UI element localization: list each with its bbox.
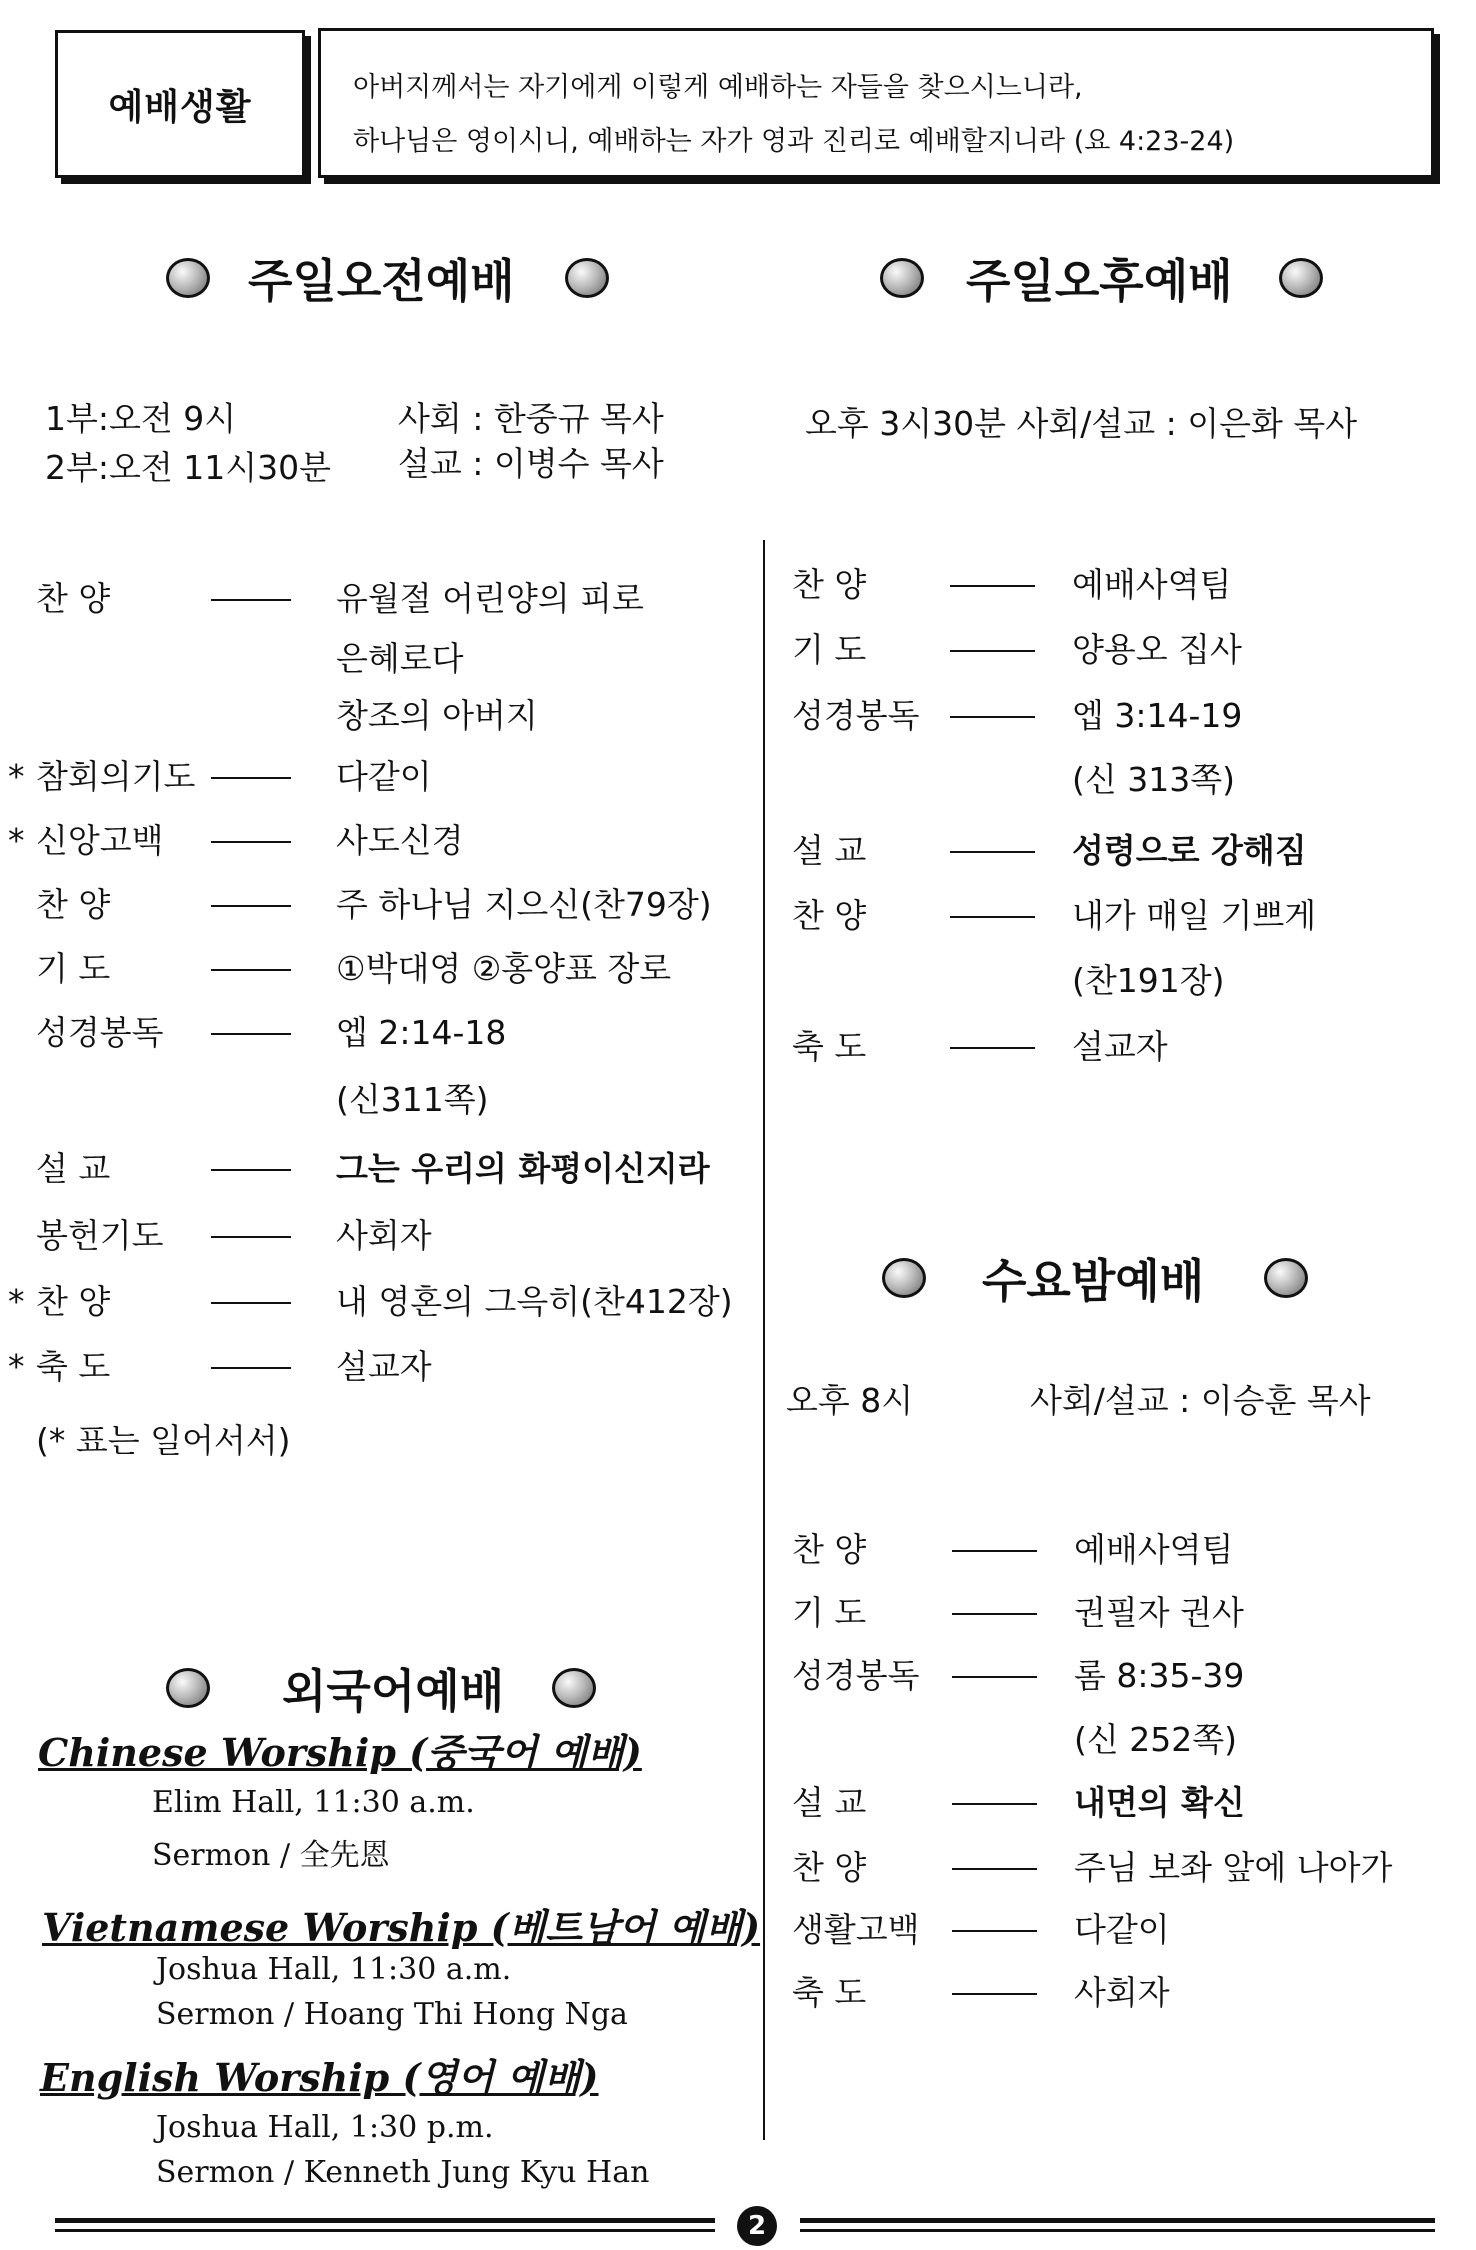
order-row xyxy=(792,1780,1476,1826)
leader-dash xyxy=(952,1930,1037,1932)
morning-note: (* 표는 일어서서) xyxy=(36,1421,291,1460)
bullet-ball-icon xyxy=(880,258,924,298)
foreign-title: 외국어예배 xyxy=(282,1664,505,1718)
order-value: 엡 3:14-19 xyxy=(1072,696,1243,735)
order-value: 내가 매일 기쁘게 xyxy=(1072,896,1317,935)
order-row xyxy=(8,1344,756,1390)
leader-dash xyxy=(211,905,291,907)
leader-dash xyxy=(211,1033,291,1035)
order-label: 기 도 xyxy=(792,630,867,669)
order-label: 설 교 xyxy=(792,1783,867,1822)
wednesday-time: 오후 8시 xyxy=(786,1381,914,1420)
order-row xyxy=(792,693,1476,739)
order-value: (신311쪽) xyxy=(336,1080,489,1119)
chinese-worship-title: Chinese Worship (중국어 예배) xyxy=(38,1730,642,1775)
order-value: 예배사역팀 xyxy=(1072,565,1232,604)
leader-dash xyxy=(211,1367,291,1369)
order-row xyxy=(36,693,756,739)
order-label: 찬 양 xyxy=(36,1282,111,1321)
leader-dash xyxy=(211,969,291,971)
order-value: (찬191장) xyxy=(1072,961,1225,1000)
order-label: 찬 양 xyxy=(792,896,867,935)
order-row xyxy=(792,1024,1476,1070)
leader-dash xyxy=(950,1047,1035,1049)
order-row xyxy=(36,1077,756,1123)
order-value: 내 영혼의 그윽히(찬412장) xyxy=(336,1282,733,1321)
order-row xyxy=(36,576,756,622)
leader-dash xyxy=(952,1803,1037,1805)
leader-dash xyxy=(211,599,291,601)
order-row xyxy=(36,946,756,992)
chinese-worship-sermon: Sermon / 全先恩 xyxy=(152,1838,390,1873)
standing-mark: * xyxy=(8,821,25,860)
order-row xyxy=(792,627,1476,673)
vietnamese-worship-place: Joshua Hall, 11:30 a.m. xyxy=(156,1952,512,1987)
standing-mark: * xyxy=(8,1347,25,1386)
morning-leader-2: 설교 : 이병수 목사 xyxy=(398,444,664,483)
order-row xyxy=(792,757,1476,803)
order-value: 사회자 xyxy=(336,1216,432,1255)
order-label: 봉헌기도 xyxy=(36,1216,164,1255)
leader-dash xyxy=(950,650,1035,652)
order-row xyxy=(792,893,1476,939)
leader-dash xyxy=(211,777,291,779)
order-label: 찬 양 xyxy=(36,579,111,618)
leader-dash xyxy=(211,1169,291,1171)
english-worship-place: Joshua Hall, 1:30 p.m. xyxy=(156,2110,494,2145)
order-value: 사회자 xyxy=(1074,1973,1170,2012)
wednesday-title: 수요밤예배 xyxy=(982,1254,1205,1308)
order-label: 설 교 xyxy=(792,831,867,870)
order-row xyxy=(8,1279,756,1325)
order-value: 설교자 xyxy=(336,1347,432,1386)
order-label: 찬 양 xyxy=(792,565,867,604)
footer-rule-right xyxy=(800,2218,1435,2232)
order-value: 내면의 확신 xyxy=(1074,1783,1245,1822)
order-value: 그는 우리의 화평이신지라 xyxy=(336,1149,710,1188)
order-row xyxy=(792,1653,1476,1699)
order-label: 생활고백 xyxy=(792,1910,920,1949)
order-row xyxy=(792,1845,1476,1891)
column-divider xyxy=(763,540,765,2140)
order-label: 참회의기도 xyxy=(36,757,196,796)
bullet-ball-icon xyxy=(565,258,609,298)
leader-dash xyxy=(211,1236,291,1238)
order-label: 성경봉독 xyxy=(792,696,920,735)
order-label: 축 도 xyxy=(792,1027,867,1066)
order-label: 축 도 xyxy=(792,1973,867,2012)
order-row xyxy=(792,562,1476,608)
order-row xyxy=(36,882,756,928)
verse-line-1: 아버지께서는 자기에게 이렇게 예배하는 자들을 찾으시느니라, xyxy=(353,72,1083,103)
standing-mark: * xyxy=(8,757,25,796)
header-title: 예배생활 xyxy=(108,86,252,128)
order-value: (신 252쪽) xyxy=(1074,1720,1237,1759)
order-value: 양용오 집사 xyxy=(1072,630,1242,669)
standing-mark: * xyxy=(8,1282,25,1321)
order-row xyxy=(792,828,1476,874)
wednesday-leader: 사회/설교 : 이승훈 목사 xyxy=(1030,1381,1371,1420)
afternoon-section-header xyxy=(880,245,1323,311)
order-value: 설교자 xyxy=(1072,1027,1168,1066)
order-value: 롬 8:35-39 xyxy=(1074,1656,1245,1695)
afternoon-time-line: 오후 3시30분 사회/설교 : 이은화 목사 xyxy=(805,404,1358,443)
order-value: 권필자 권사 xyxy=(1074,1593,1244,1632)
bullet-ball-icon xyxy=(1279,258,1323,298)
order-row xyxy=(792,1717,1476,1763)
order-label: 성경봉독 xyxy=(36,1013,164,1052)
bullet-ball-icon xyxy=(552,1668,596,1708)
order-row xyxy=(36,636,756,682)
page-number-badge: 2 xyxy=(737,2206,777,2246)
order-value: 주님 보좌 앞에 나아가 xyxy=(1074,1848,1393,1887)
order-label: 축 도 xyxy=(36,1347,111,1386)
order-label: 기 도 xyxy=(36,949,111,988)
order-value: 유월절 어린양의 피로 xyxy=(336,579,644,618)
leader-dash xyxy=(952,1613,1037,1615)
leader-dash xyxy=(211,841,291,843)
leader-dash xyxy=(950,585,1035,587)
order-label: 성경봉독 xyxy=(792,1656,920,1695)
morning-title: 주일오전예배 xyxy=(248,254,515,308)
wednesday-section-header xyxy=(882,1245,1308,1311)
leader-dash xyxy=(211,1302,291,1304)
order-label: 찬 양 xyxy=(792,1848,867,1887)
bullet-ball-icon xyxy=(166,1668,210,1708)
leader-dash xyxy=(950,851,1035,853)
leader-dash xyxy=(952,1550,1037,1552)
order-row xyxy=(792,958,1476,1004)
leader-dash xyxy=(952,1676,1037,1678)
order-row xyxy=(36,1010,756,1056)
order-value: 다같이 xyxy=(336,757,432,796)
morning-leader-1: 사회 : 한중규 목사 xyxy=(398,399,664,438)
order-row xyxy=(8,754,756,800)
order-row xyxy=(792,1907,1476,1953)
order-label: 설 교 xyxy=(36,1149,111,1188)
vietnamese-worship-title: Vietnamese Worship (베트남어 예배) xyxy=(42,1905,761,1950)
order-label: 찬 양 xyxy=(792,1530,867,1569)
order-row xyxy=(36,1213,756,1259)
order-row xyxy=(792,1527,1476,1573)
vietnamese-worship-sermon: Sermon / Hoang Thi Hong Nga xyxy=(156,1997,628,2032)
order-value: 엡 2:14-18 xyxy=(336,1013,507,1052)
english-worship-title: English Worship (영어 예배) xyxy=(40,2055,599,2100)
order-value: ①박대영 ②홍양표 장로 xyxy=(336,949,672,988)
order-value: 예배사역팀 xyxy=(1074,1530,1234,1569)
morning-time-2: 2부:오전 11시30분 xyxy=(45,448,331,487)
order-value: 다같이 xyxy=(1074,1910,1170,1949)
morning-time-1: 1부:오전 9시 xyxy=(45,399,237,438)
order-label: 찬 양 xyxy=(36,885,111,924)
morning-section-header xyxy=(166,245,609,311)
order-value: 주 하나님 지으신(찬79장) xyxy=(336,885,712,924)
leader-dash xyxy=(952,1868,1037,1870)
order-value: 창조의 아버지 xyxy=(336,696,538,735)
afternoon-title: 주일오후예배 xyxy=(966,254,1233,308)
chinese-worship-place: Elim Hall, 11:30 a.m. xyxy=(152,1785,475,1820)
header-title-box xyxy=(55,30,305,178)
order-row xyxy=(8,818,756,864)
order-value: (신 313쪽) xyxy=(1072,760,1235,799)
leader-dash xyxy=(952,1993,1037,1995)
leader-dash xyxy=(950,716,1035,718)
order-label: 기 도 xyxy=(792,1593,867,1632)
english-worship-sermon: Sermon / Kenneth Jung Kyu Han xyxy=(156,2155,650,2190)
leader-dash xyxy=(950,916,1035,918)
order-value: 사도신경 xyxy=(336,821,464,860)
order-value: 성령으로 강해짐 xyxy=(1072,831,1307,870)
order-label: 신앙고백 xyxy=(36,821,164,860)
order-row xyxy=(792,1590,1476,1636)
verse-line-2: 하나님은 영이시니, 예배하는 자가 영과 진리로 예배할지니라 (요 4:23-24) xyxy=(353,126,1235,157)
footer-rule-left xyxy=(55,2218,715,2232)
order-row xyxy=(792,1970,1476,2016)
bullet-ball-icon xyxy=(882,1258,926,1298)
order-row xyxy=(36,1146,756,1192)
bullet-ball-icon xyxy=(166,258,210,298)
order-value: 은혜로다 xyxy=(336,639,464,678)
bullet-ball-icon xyxy=(1264,1258,1308,1298)
foreign-section-header xyxy=(166,1655,596,1721)
header-verse-box xyxy=(318,28,1434,178)
